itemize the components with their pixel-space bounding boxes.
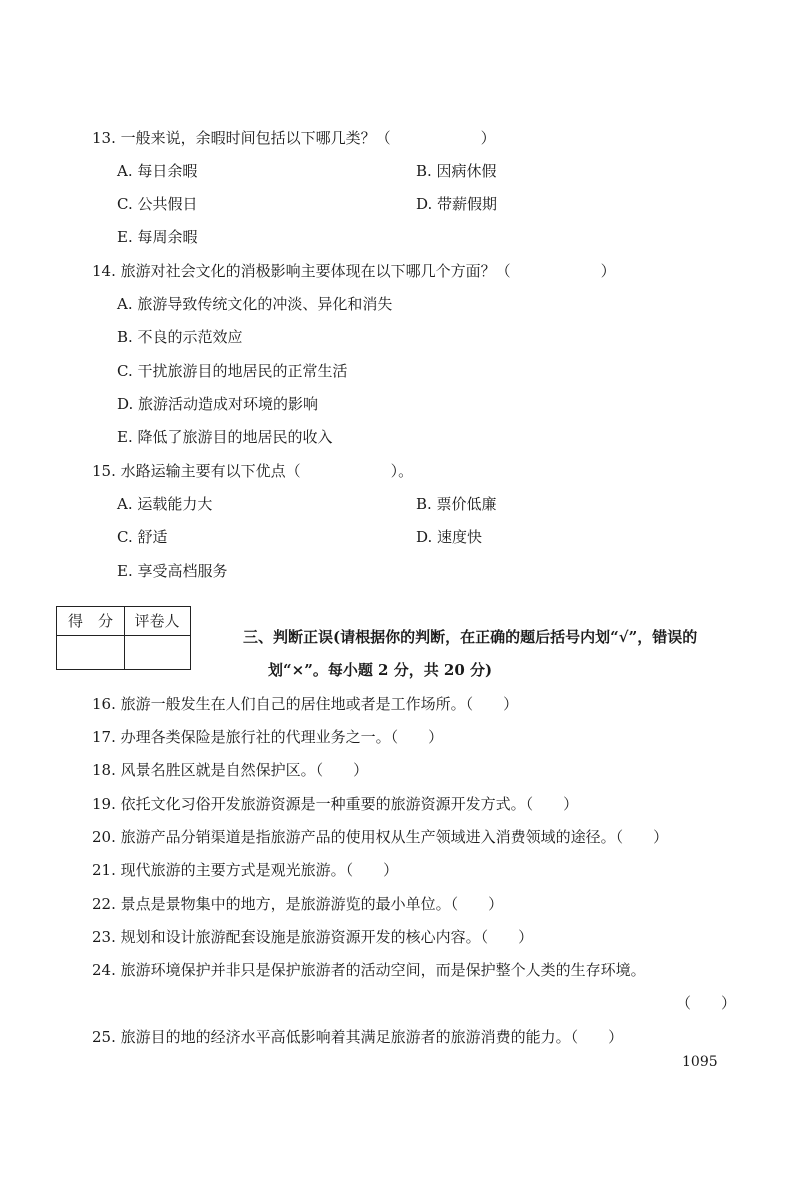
page-number: 1095 — [682, 1054, 718, 1070]
question-13-stem: 13. 一般来说，余暇时间包括以下哪几类？（ ） — [92, 129, 496, 147]
question-16: 16. 旅游一般发生在人们自己的居住地或者是工作场所。（ ） — [92, 695, 519, 713]
question-14-option-c: C. 干扰旅游目的地居民的正常生活 — [117, 362, 348, 380]
question-13-option-e: E. 每周余暇 — [117, 228, 198, 246]
question-14-option-b: B. 不良的示范效应 — [117, 328, 243, 346]
question-22: 22. 景点是景物集中的地方，是旅游游览的最小单位。（ ） — [92, 895, 504, 913]
question-17: 17. 办理各类保险是旅行社的代理业务之一。（ ） — [92, 728, 444, 746]
question-15-option-d: D. 速度快 — [416, 528, 483, 546]
question-15-stem: 15. 水路运输主要有以下优点（ ）。 — [92, 462, 414, 480]
score-box — [56, 606, 191, 670]
question-15-option-e: E. 享受高档服务 — [117, 562, 228, 580]
question-14-option-d: D. 旅游活动造成对环境的影响 — [117, 395, 319, 413]
question-20: 20. 旅游产品分销渠道是指旅游产品的使用权从生产领域进入消费领域的途径。（ ） — [92, 828, 669, 846]
question-15-option-c: C. 舒适 — [117, 528, 168, 546]
question-18: 18. 风景名胜区就是自然保护区。（ ） — [92, 761, 369, 779]
question-19: 19. 依托文化习俗开发旅游资源是一种重要的旅游资源开发方式。（ ） — [92, 795, 579, 813]
question-15-option-a: A. 运载能力大 — [117, 495, 213, 513]
question-23: 23. 规划和设计旅游配套设施是旅游资源开发的核心内容。（ ） — [92, 928, 534, 946]
question-25: 25. 旅游目的地的经济水平高低影响着其满足旅游者的旅游消费的能力。（ ） — [92, 1028, 624, 1046]
question-24: 24. 旅游环境保护并非只是保护旅游者的活动空间，而是保护整个人类的生存环境。 — [92, 961, 646, 979]
question-21: 21. 现代旅游的主要方式是观光旅游。（ ） — [92, 861, 399, 879]
question-14-stem: 14. 旅游对社会文化的消极影响主要体现在以下哪几个方面？（ ） — [92, 262, 616, 280]
score-value-cell — [57, 636, 124, 668]
question-24-answer-blank: （ ） — [676, 994, 737, 1012]
question-13-option-a: A. 每日余暇 — [117, 162, 198, 180]
question-13-option-d: D. 带薪假期 — [416, 195, 498, 213]
score-label: 得 分 — [67, 612, 113, 630]
section-3-heading: 三、判断正误(请根据你的判断，在正确的题后括号内划“√”，错误的 — [243, 628, 698, 646]
grader-label: 评卷人 — [134, 612, 180, 630]
question-13-option-b: B. 因病休假 — [416, 162, 497, 180]
grader-value-cell — [124, 636, 190, 668]
question-14-option-e: E. 降低了旅游目的地居民的收入 — [117, 428, 333, 446]
question-13-option-c: C. 公共假日 — [117, 195, 198, 213]
question-14-option-a: A. 旅游导致传统文化的冲淡、异化和消失 — [117, 295, 393, 313]
question-15-option-b: B. 票价低廉 — [416, 495, 497, 513]
section-3-heading-continued: 划“×”。每小题 2 分，共 20 分) — [268, 661, 493, 679]
